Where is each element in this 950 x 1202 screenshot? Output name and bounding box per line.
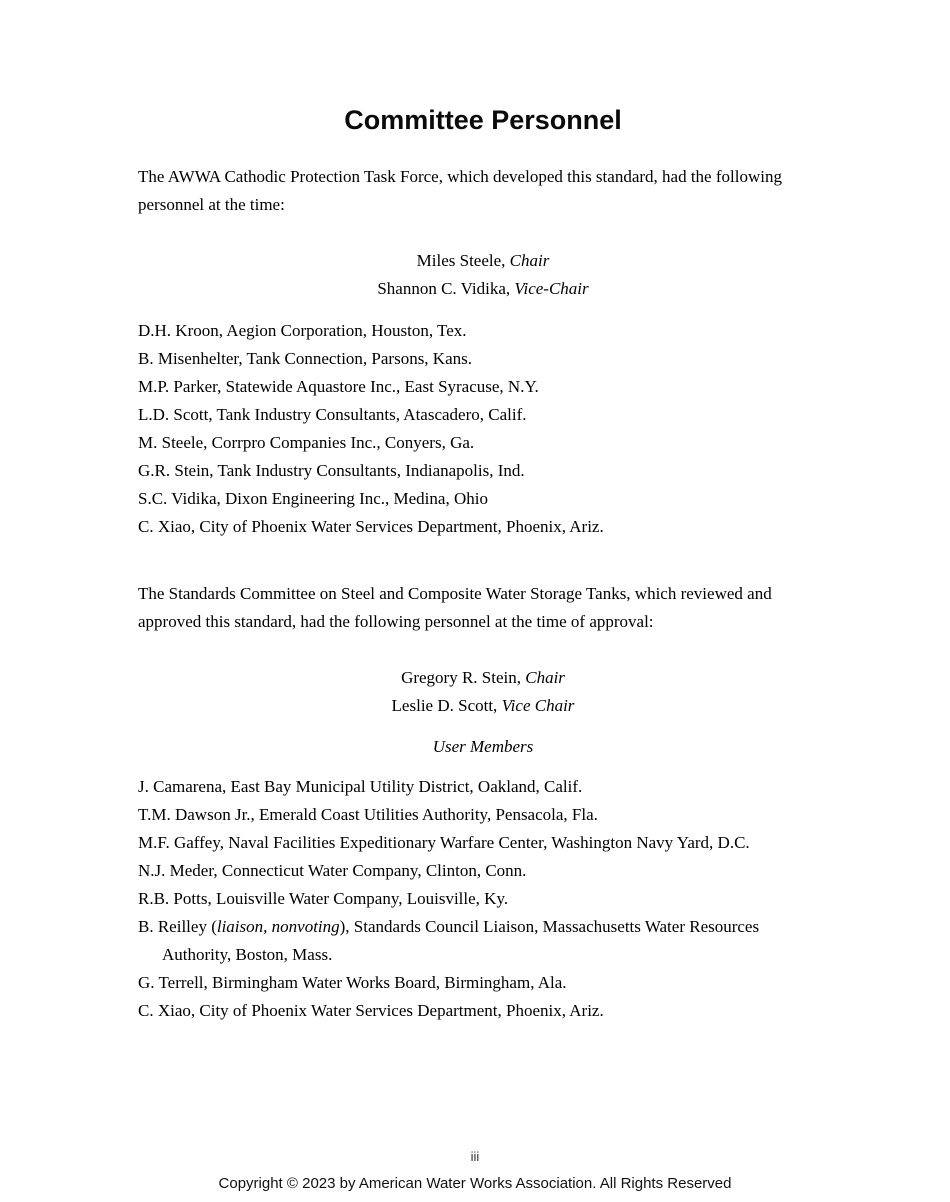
member-text: B. Misenhelter, Tank Connection, Parsons, Kans.	[138, 349, 472, 368]
task-force-officers	[138, 247, 828, 303]
member-text: M.F. Gaffey, Naval Facilities Expeditionary Warfare Center, Washington Navy Yard, D.C.	[138, 833, 750, 852]
officer-name: Miles Steele,	[416, 251, 510, 270]
member-entry	[138, 457, 828, 485]
officer-line	[138, 692, 828, 720]
member-entry	[138, 513, 828, 541]
member-text: J. Camarena, East Bay Municipal Utility District, Oakland, Calif.	[138, 777, 583, 796]
officer-line	[138, 247, 828, 275]
user-member-list	[138, 773, 828, 1025]
member-entry	[138, 857, 828, 885]
officer-role: Vice-Chair	[514, 279, 589, 298]
member-text: N.J. Meder, Connecticut Water Company, Clinton, Conn.	[138, 861, 527, 880]
member-text: D.H. Kroon, Aegion Corporation, Houston, Tex.	[138, 321, 467, 340]
member-entry	[138, 801, 828, 829]
task-force-intro-paragraph: The AWWA Cathodic Protection Task Force, which developed this standard, had the following personnel at the time:	[138, 167, 782, 214]
member-text: B. Reilley (	[138, 917, 217, 936]
member-entry	[138, 345, 828, 373]
member-text: T.M. Dawson Jr., Emerald Coast Utilities Authority, Pensacola, Fla.	[138, 805, 598, 824]
member-text: M.P. Parker, Statewide Aquastore Inc., East Syracuse, N.Y.	[138, 377, 539, 396]
member-text: C. Xiao, City of Phoenix Water Services Department, Phoenix, Ariz.	[138, 1001, 604, 1020]
member-entry	[138, 885, 828, 913]
member-entry	[138, 969, 828, 997]
officer-line	[138, 664, 828, 692]
officer-role: Chair	[509, 251, 550, 270]
member-text: C. Xiao, City of Phoenix Water Services Department, Phoenix, Ariz.	[138, 517, 604, 536]
page-number: iii	[470, 1149, 480, 1164]
member-text: G.R. Stein, Tank Industry Consultants, Indianapolis, Ind.	[138, 461, 525, 480]
member-text: S.C. Vidika, Dixon Engineering Inc., Medina, Ohio	[138, 489, 488, 508]
officer-role: Chair	[525, 668, 565, 687]
page-title: Committee Personnel	[344, 105, 622, 135]
member-entry	[138, 429, 828, 457]
standards-committee-intro-paragraph: The Standards Committee on Steel and Composite Water Storage Tanks, which reviewed and approved this standard, had the following personnel at the time of approval:	[138, 584, 772, 631]
member-entry	[138, 401, 828, 429]
member-entry	[138, 485, 828, 513]
officer-line	[138, 275, 828, 303]
member-italic-note: liaison, nonvoting	[216, 917, 340, 936]
officer-role: Vice Chair	[501, 696, 575, 715]
copyright-notice: Copyright © 2023 by American Water Works Association. All Rights Reserved	[218, 1175, 732, 1192]
task-force-member-list	[138, 317, 828, 541]
standards-committee-officers	[138, 664, 828, 720]
member-entry	[138, 373, 828, 401]
member-text-after: ), Standards Council Liaison, Massachusetts Water Resources Authority, Boston, Mass.	[162, 917, 760, 964]
member-text: M. Steele, Corrpro Companies Inc., Conyers, Ga.	[138, 433, 475, 452]
member-entry	[138, 997, 828, 1025]
officer-name: Gregory R. Stein,	[401, 668, 526, 687]
member-entry	[138, 829, 828, 857]
member-text: G. Terrell, Birmingham Water Works Board, Birmingham, Ala.	[138, 973, 567, 992]
member-text: L.D. Scott, Tank Industry Consultants, Atascadero, Calif.	[138, 405, 527, 424]
member-text: R.B. Potts, Louisville Water Company, Louisville, Ky.	[138, 889, 509, 908]
page-content	[138, 0, 828, 1025]
member-entry	[138, 317, 828, 345]
user-members-heading: User Members	[432, 737, 534, 756]
member-entry	[138, 913, 828, 969]
officer-name: Shannon C. Vidika,	[377, 279, 515, 298]
officer-name: Leslie D. Scott,	[391, 696, 502, 715]
page-footer	[0, 1149, 950, 1192]
member-entry	[138, 773, 828, 801]
